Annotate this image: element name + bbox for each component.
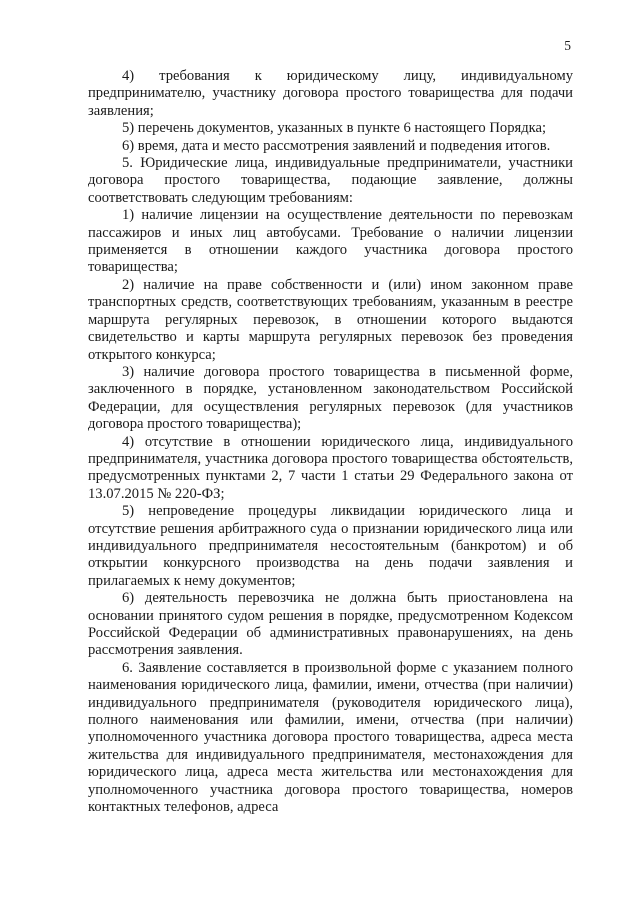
list-item-time-date-place: 6) время, дата и место рассмотрения заявлений и подведения итогов. bbox=[122, 137, 551, 154]
section-5-paragraph: 5. Юридические лица, индивидуальные предприниматели, участники договора простого товарищества, подающие заявление, должны соответствовать следующим требованиям: bbox=[88, 155, 573, 206]
section-6-paragraph: 6. Заявление составляется в произвольной форме с указанием полного наименования юридического лица, фамилии, имени, отчества (при наличии) индивидуального предпринимателя (руководителя юридического лица), полного наименования или фамилии, имени, отчества (при наличии) уполномоченного участника договора простого товарищества, адреса места жительства для индивидуального предпринимателя, местонахождения для юридического лица, адреса места жительства или местонахождения для уполномоченного участника договора простого товарищества, номеров контактных телефонов, адреса bbox=[88, 659, 573, 816]
requirement-vehicles: 2) наличие на праве собственности и (или) ином законном праве транспортных средств, соответствующих требованиям, указанным в реестре маршрута регулярных перевозок, в отношении которого выдаются свидетельство и карты маршрута регулярных перевозок без проведения открытого конкурса; bbox=[88, 276, 573, 363]
document-body bbox=[88, 68, 573, 816]
requirement-no-circumstances: 4) отсутствие в отношении юридического лица, индивидуального предпринимателя, участника договора простого товарищества обстоятельств, предусмотренных пунктами 2, 7 части 1 статьи 29 Федерального закона от 13.07.2015 № 220-ФЗ; bbox=[88, 433, 573, 502]
requirement-no-liquidation: 5) непроведение процедуры ликвидации юридического лица и отсутствие решения арбитражного суда о признании юридического лица или индивидуального предпринимателя несостоятельным (банкротом) и об открытии конкурсного производства на день подачи заявления и прилагаемых к нему документов; bbox=[88, 503, 573, 589]
page-number: 5 bbox=[564, 38, 571, 53]
requirement-license: 1) наличие лицензии на осуществление деятельности по перевозкам пассажиров и иных лиц автобусами. Требование о наличии лицензии применяется в отношении каждого участника договора простого товарищества; bbox=[88, 207, 573, 276]
requirement-partnership-agreement: 3) наличие договора простого товарищества в письменной форме, заключенного в порядке, установленном законодательством Российской Федерации, для осуществления регулярных перевозок (для участников договора простого товарищества); bbox=[88, 363, 573, 433]
list-item-documents: 5) перечень документов, указанных в пункте 6 настоящего Порядка; bbox=[122, 120, 547, 137]
list-item-requirements: 4) требования к юридическому лицу, индивидуальному предпринимателю, участнику договора простого товарищества для подачи заявления; bbox=[88, 68, 573, 119]
requirement-not-suspended: 6) деятельность перевозчика не должна быть приостановлена на основании принятого судом решения в порядке, предусмотренном Кодексом Российской Федерации об административных правонарушениях, на день рассмотрения заявления. bbox=[88, 590, 573, 659]
